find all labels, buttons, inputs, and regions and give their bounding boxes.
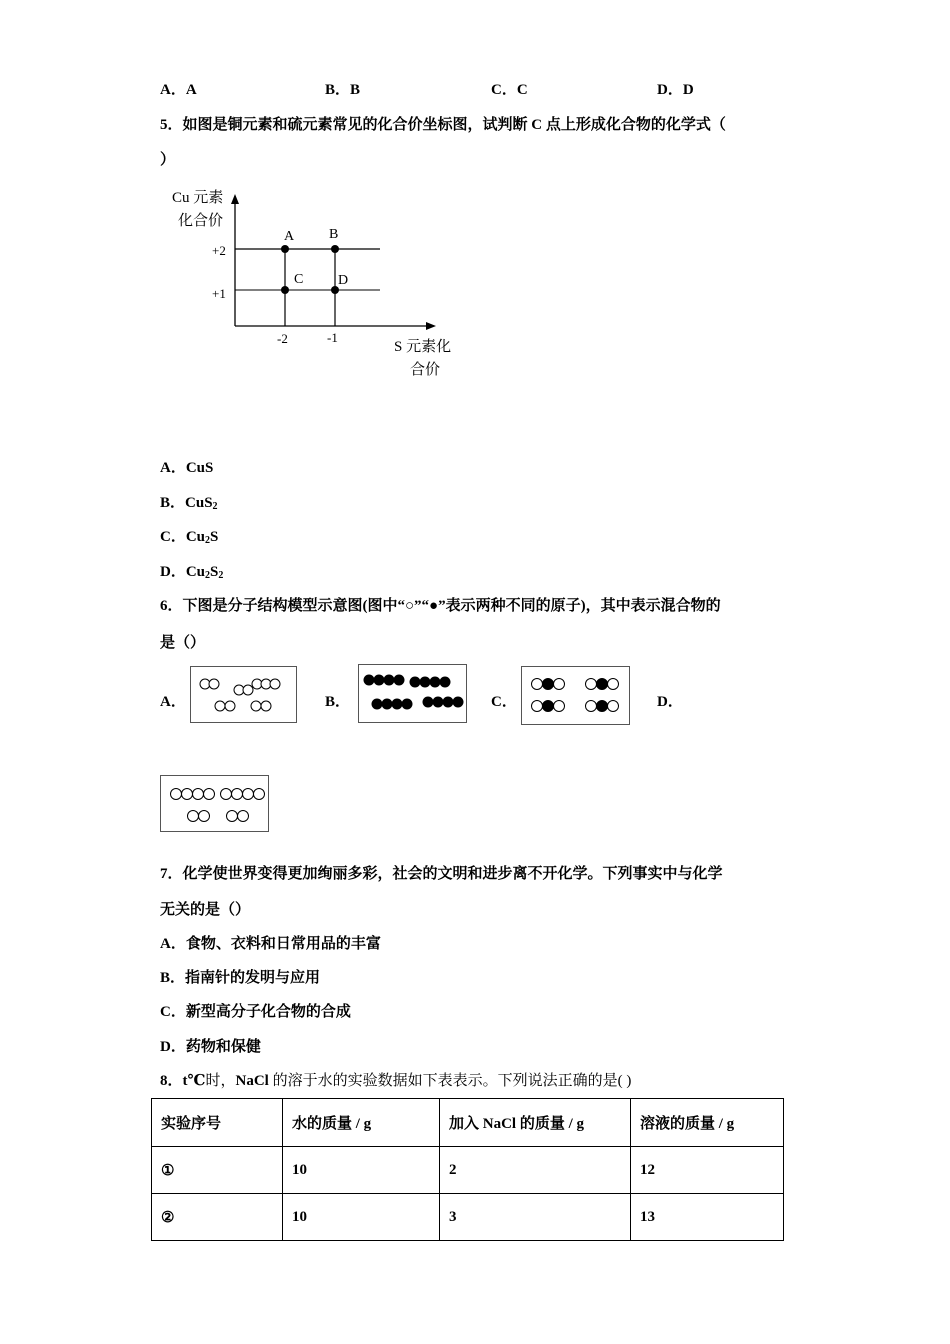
point-c [281,286,289,294]
q5-stem-line2: ） [160,152,176,168]
model-frame [359,665,467,723]
q8-temperature: t℃ [182,1073,206,1089]
q5-option-b-subscript: 2 [212,501,218,512]
q6-option-a-molecule-model[interactable] [190,666,298,724]
x-axis-arrow [426,322,436,330]
q5-option-d[interactable] [160,560,223,581]
point-a [281,245,289,253]
y-axis-label-line2: 化合价 [178,213,224,229]
q7-option-c[interactable]: C．新型高分子化合物的合成 [160,1004,351,1020]
q5-option-d-formula-part2: S [210,564,219,580]
y-axis-label-line1: Cu 元素 [172,190,224,206]
q4-option-b[interactable]: B．B [325,82,361,98]
q5-option-c-formula-part1: Cu [185,529,206,545]
q5-option-c-formula-part2: S [210,529,219,545]
y-tick-plus1: +1 [212,286,226,301]
point-b [331,245,339,253]
q8-nacl: NaCl [235,1073,269,1089]
table-row [152,1194,784,1241]
x-tick-minus2: -2 [277,331,288,346]
q5-option-c[interactable] [160,525,218,546]
x-tick-minus1: -1 [327,330,338,345]
q5-option-b[interactable] [160,491,218,512]
q5-option-d-formula-part1: Cu [185,564,206,580]
table-cell: 3 [440,1194,631,1241]
q5-stem-line1: 5．如图是铜元素和硫元素常见的化合价坐标图，试判断 C 点上形成化合物的化学式（ [160,117,726,133]
q6-option-b-molecule-model[interactable] [358,664,468,724]
q5-option-a-formula: CuS [185,460,214,476]
table-header-cell: 实验序号 [152,1099,283,1147]
q4-option-c[interactable]: C．C [491,82,528,98]
q6-option-d-molecule-model[interactable] [160,775,270,833]
table-header-cell: 溶液的质量 / g [631,1099,784,1147]
point-label-a: A [284,229,295,244]
q5-option-d-prefix: D． [160,564,186,580]
q7-option-a[interactable]: A．食物、衣料和日常用品的丰富 [160,936,381,952]
y-tick-plus2: +2 [212,243,226,258]
x-axis-label-line1: S 元素化 [394,339,452,355]
q8-text-part1: 时， [205,1073,236,1089]
model-frame [161,776,269,832]
q5-option-b-formula: CuS [185,495,213,511]
q8-text-part2: 的溶于水的实验数据如下表表示。下列说法正确的是( ) [268,1073,632,1089]
point-label-d: D [338,273,349,288]
point-label-c: C [294,272,304,287]
q5-option-d-subscript1: 2 [205,570,211,581]
y-axis-arrow [231,194,239,204]
q6-option-d-label[interactable]: D． [657,694,683,710]
table-row [152,1147,784,1194]
model-frame [522,667,630,725]
point-label-b: B [329,227,339,242]
table-header-cell: 加入 NaCl 的质量 / g [440,1099,631,1147]
q6-option-b-label[interactable]: B． [325,694,351,710]
q5-option-a[interactable] [160,456,213,477]
q5-option-a-prefix: A． [160,460,186,476]
q5-valence-chart [160,182,480,392]
q6-option-a-label[interactable]: A． [160,694,186,710]
table-header-row [152,1099,784,1147]
table-cell: 2 [440,1147,631,1194]
q7-option-b[interactable]: B．指南针的发明与应用 [160,970,321,986]
table-cell: 12 [631,1147,784,1194]
model-frame [191,667,297,723]
q8-data-table [151,1098,784,1241]
q7-stem-line2: 无关的是（） [160,902,251,918]
table-header-cell: 水的质量 / g [283,1099,440,1147]
q6-stem-line2: 是（） [160,635,206,651]
table-cell: ② [152,1194,283,1241]
q4-option-d[interactable]: D．D [657,82,694,98]
q6-option-c-molecule-model[interactable] [521,666,631,726]
q8-number: 8． [160,1073,183,1089]
q5-option-c-subscript1: 2 [205,535,211,546]
table-cell: 13 [631,1194,784,1241]
q4-option-a[interactable]: A．A [160,82,197,98]
q7-option-d[interactable]: D．药物和保健 [160,1039,261,1055]
q5-option-b-prefix: B． [160,495,186,511]
x-axis-label-line2: 合价 [410,362,441,378]
q5-option-c-prefix: C． [160,529,186,545]
q5-option-d-subscript2: 2 [218,570,224,581]
table-cell: 10 [283,1147,440,1194]
q6-option-c-label[interactable]: C． [491,694,517,710]
q6-stem-line1: 6．下图是分子结构模型示意图(图中“○”“●”表示两种不同的原子)，其中表示混合物的 [160,598,721,614]
q7-stem-line1: 7．化学使世界变得更加绚丽多彩，社会的文明和进步离不开化学。下列事实中与化学 [160,866,723,882]
q8-stem [160,1069,631,1090]
table-cell: ① [152,1147,283,1194]
table-cell: 10 [283,1194,440,1241]
